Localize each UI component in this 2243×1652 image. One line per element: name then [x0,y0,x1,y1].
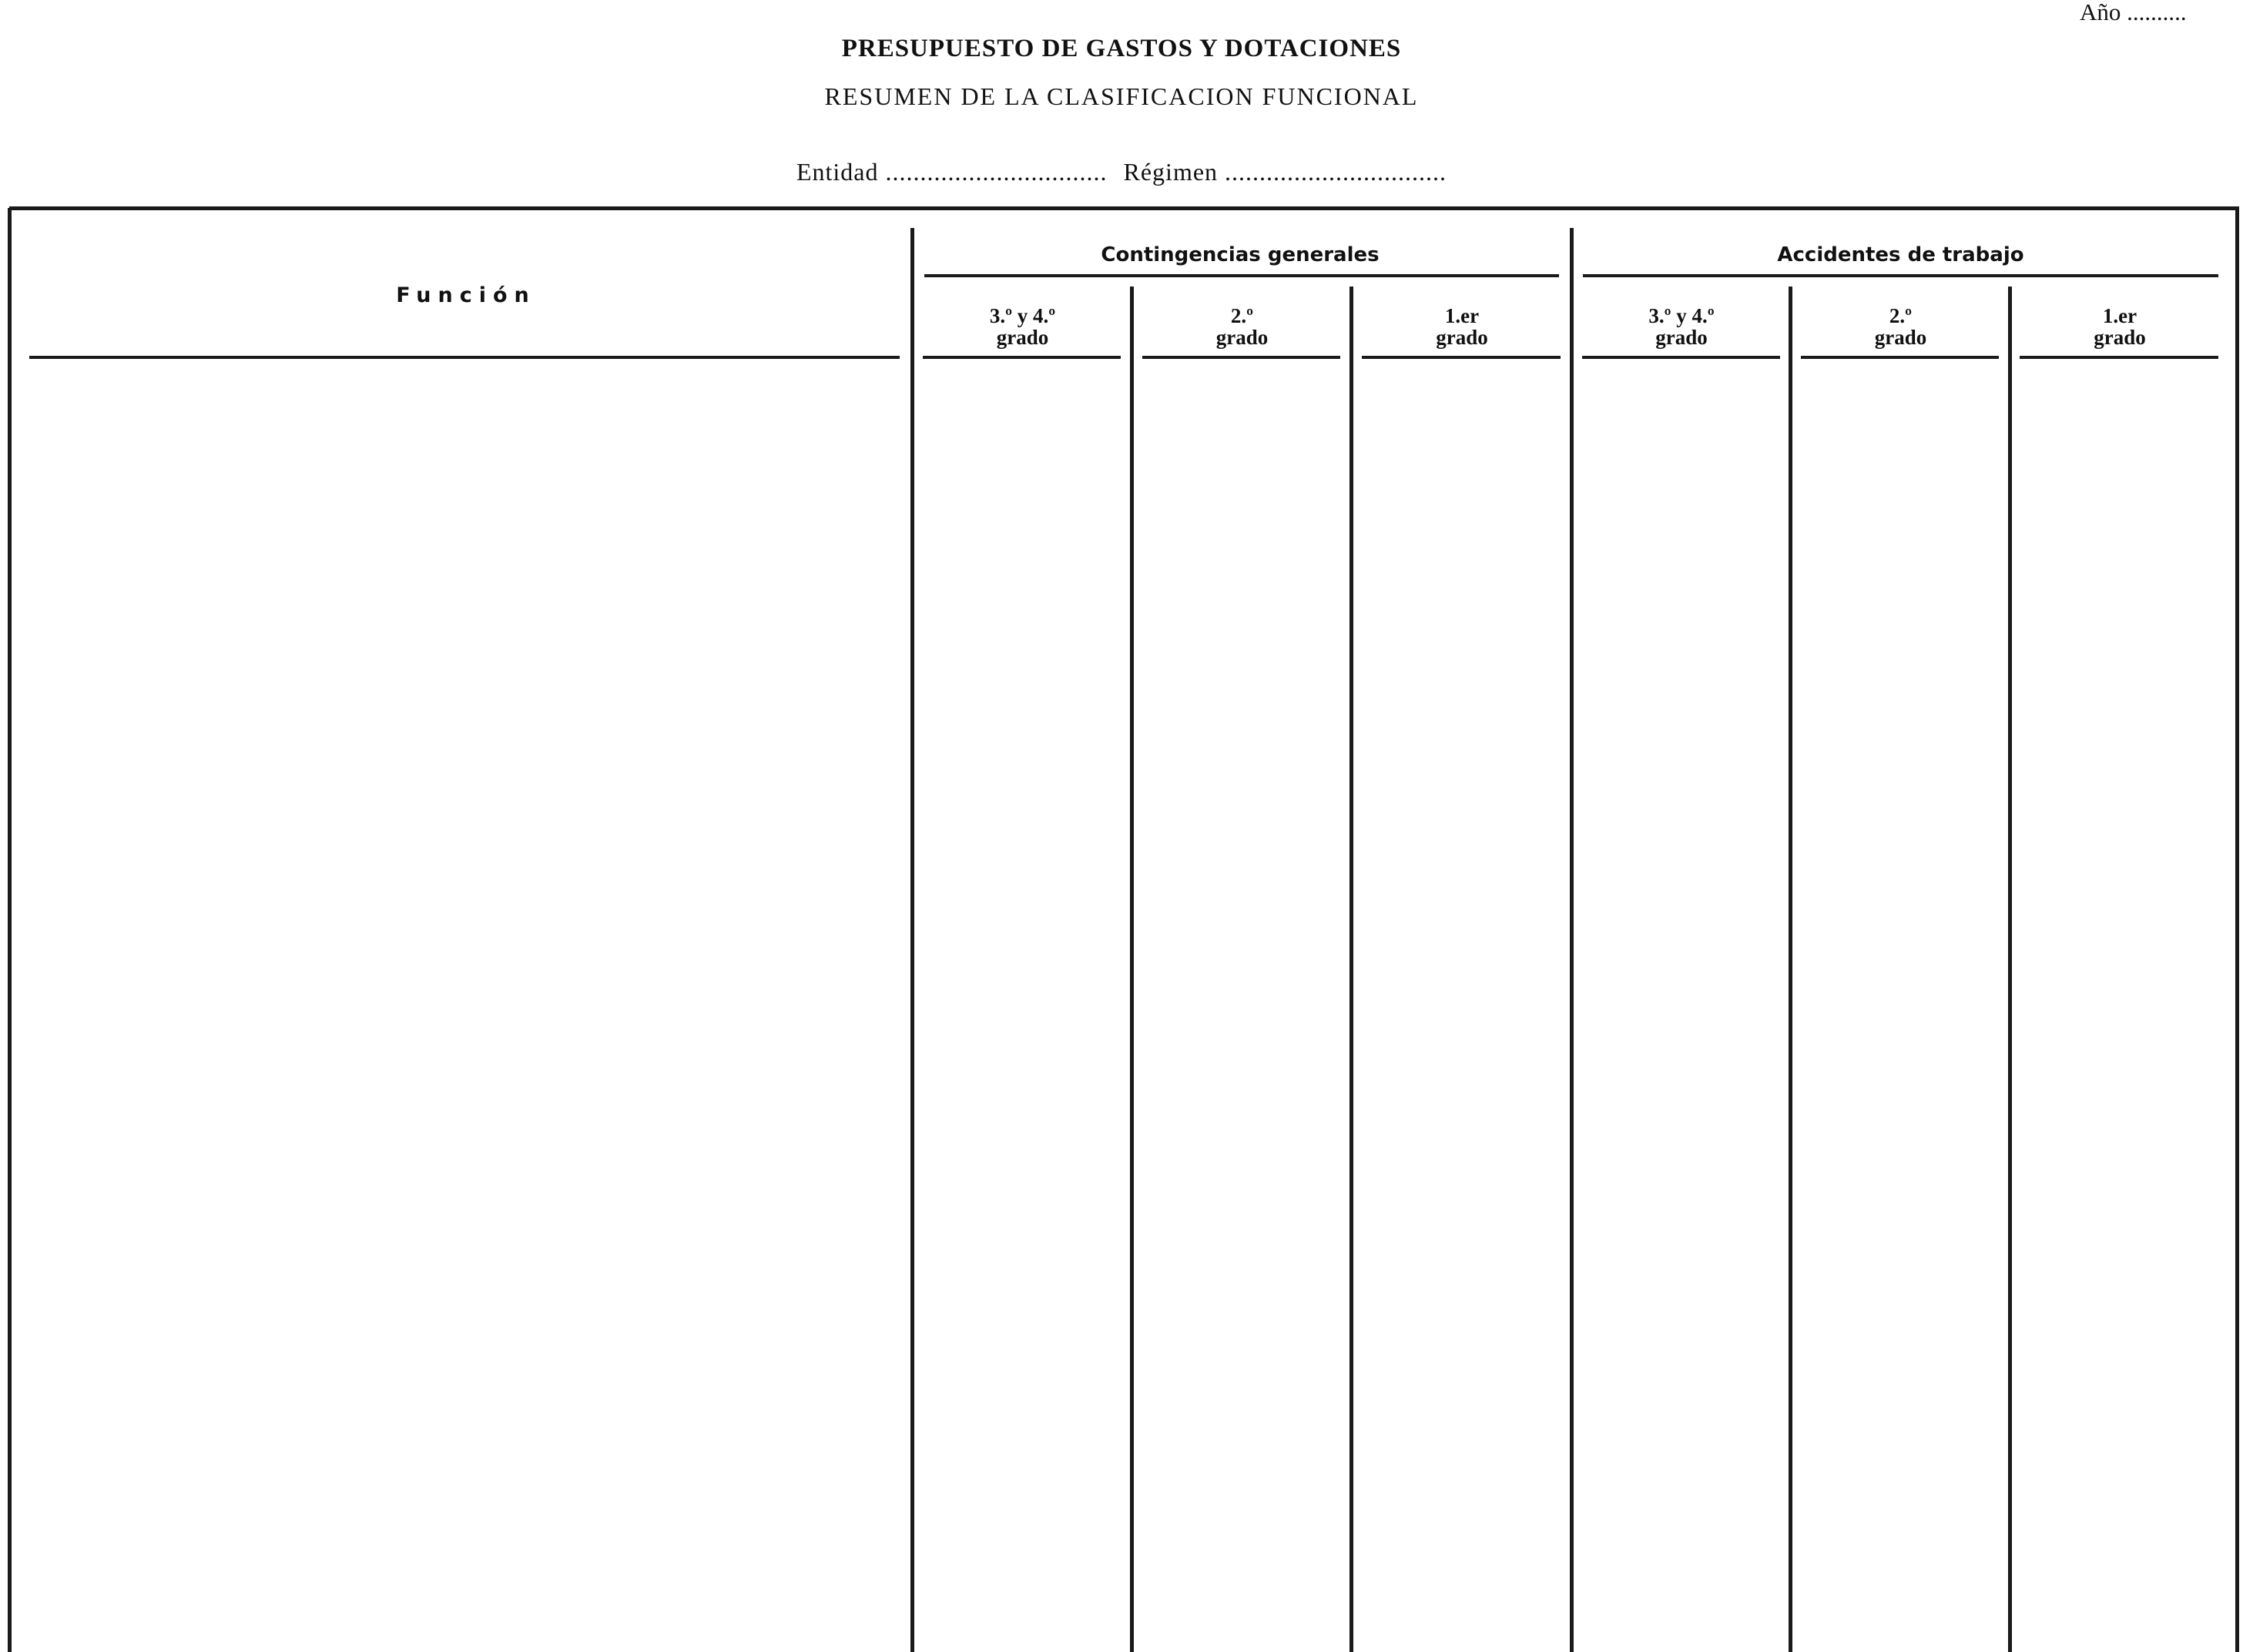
column-header-rule [1362,356,1561,359]
group-header-contingencias: Contingencias generales [1101,243,1380,266]
column-header-cg-2 [1136,305,1348,348]
group-rule-contingencias [924,274,1559,277]
group-rule-accidentes [1583,274,2218,277]
column-header-line: 3.º y 4.º [989,304,1056,327]
column-header-at-2 [1795,305,2007,348]
column-divider [2008,287,2012,1652]
column-divider [1789,287,1792,1652]
column-header-line: grado [1215,326,1269,349]
function-header-rule [29,356,900,359]
column-header-line: grado [1436,326,1488,349]
column-header-line: 2.º [1889,304,1913,327]
page-subtitle: RESUMEN DE LA CLASIFICACION FUNCIONAL [824,82,1419,110]
entity-field: Entidad ................................ [796,158,1108,186]
function-column-header: Función [396,283,536,307]
table-right-border [2235,208,2239,1652]
column-divider-function [910,228,914,1652]
column-header-rule [1582,356,1780,359]
column-divider [1349,287,1353,1652]
table-top-border [9,206,2239,210]
column-header-line: grado [1655,326,1708,349]
table-left-border [8,208,12,1652]
column-header-line: grado [2094,326,2146,349]
column-header-line: grado [1874,326,1927,349]
column-header-cg-1 [1356,305,1568,348]
column-header-rule [1801,356,1999,359]
column-header-line: 2.º [1230,304,1254,327]
column-header-line: 3.º y 4.º [1648,304,1715,327]
group-header-accidentes: Accidentes de trabajo [1777,243,2024,266]
regime-field: Régimen ................................ [1123,158,1447,186]
column-divider [1130,287,1134,1652]
column-header-rule [1142,356,1340,359]
column-header-rule [2020,356,2218,359]
column-header-cg-3-4 [917,305,1128,348]
column-divider-groups [1570,228,1574,1652]
page-title: PRESUPUESTO DE GASTOS Y DOTACIONES [841,35,1402,62]
column-header-at-3-4 [1576,305,1787,348]
entity-regime-line [0,158,2243,186]
column-header-line: grado [996,326,1049,349]
column-header-at-1 [2013,305,2226,348]
year-field: Año .......... [2080,0,2187,25]
column-header-line: 1.er [1444,304,1480,327]
column-header-line: 1.er [2102,304,2137,327]
column-header-rule [923,356,1121,359]
